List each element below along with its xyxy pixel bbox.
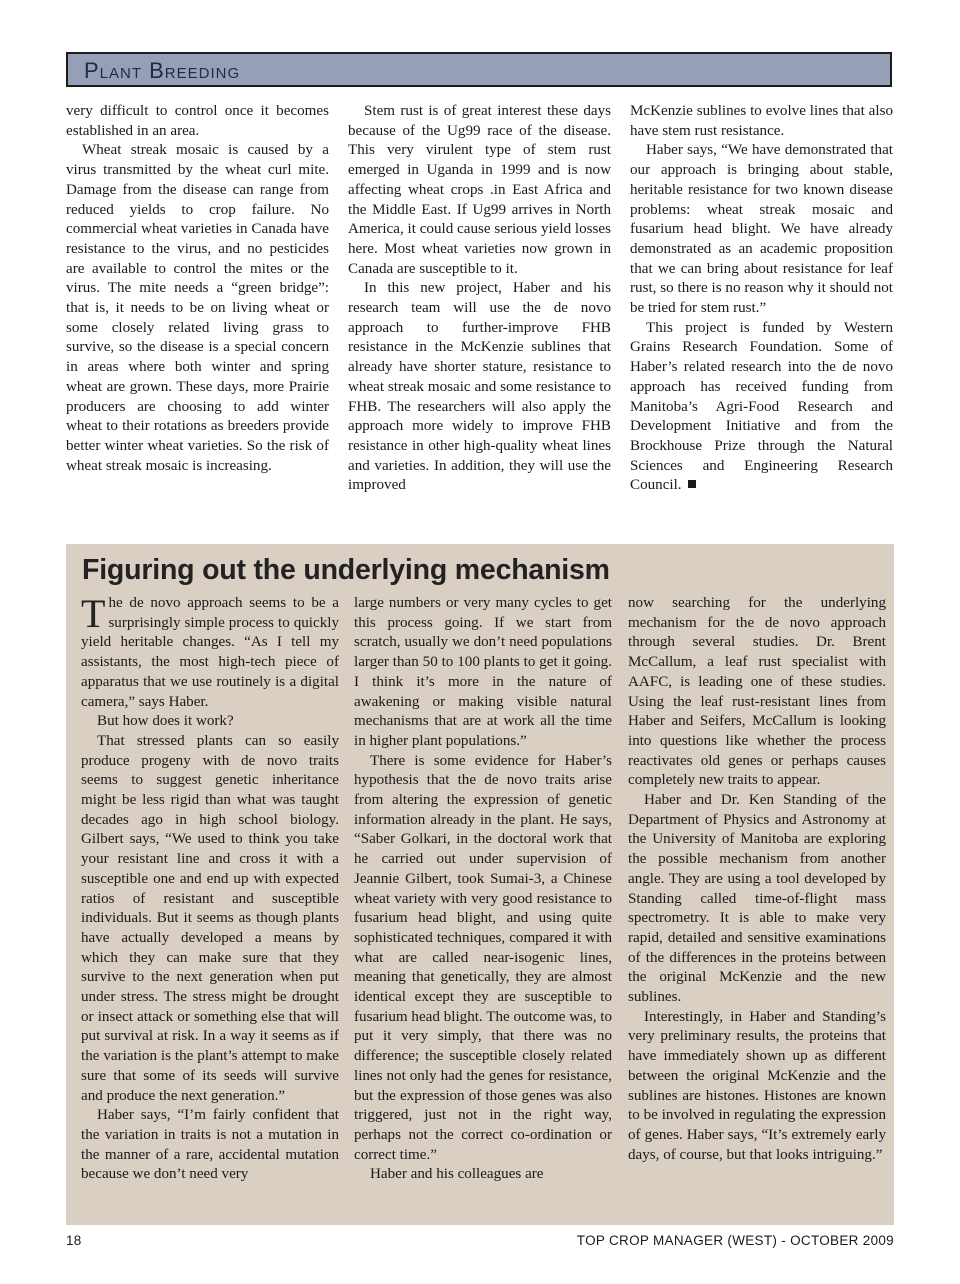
article-column-3 xyxy=(630,102,893,522)
sidebar-paragraph: Haber says, “I’m fairly confident that the variation in traits is not a mutation in the manner of a rare, accidental mutation because we don’t need very xyxy=(81,1107,339,1183)
article-paragraph xyxy=(630,319,893,496)
sidebar-column-1 xyxy=(81,594,339,1216)
sidebar-paragraph: Haber and his colleagues are xyxy=(370,1166,544,1183)
sidebar-paragraph xyxy=(81,594,339,712)
sidebar-paragraph: Haber and Dr. Ken Standing of the Department of Physics and Astronomy at the University of Manitoba are exploring the possible mechanism from another angle. They are using a tool developed by Standing called time-of-flight mass spectrometry. It is able to make very rapid, detailed and sensitive examinations of the differences in the proteins between the original McKenzie and the new sublines. xyxy=(628,792,886,1006)
sidebar-paragraph: large numbers or very many cycles to get this process going. If we start from scratch, usually we don’t need populations larger than 50 to 100 plants to get it going. I think it’s more in the nature of awakening or making visible natural mechanisms that are at work all the time in higher plant populations.” xyxy=(354,595,612,749)
article-final-text: This project is funded by Western Grains Research Foundation. Some of Haber’s related research into the de novo approach has received funding from Manitoba’s Agri-Food Research and Development Initiative and from the Brockhouse Prize through the Natural Sciences and Engineering Research Council. xyxy=(630,319,893,494)
sidebar-box xyxy=(66,544,894,1225)
section-header-bar xyxy=(66,52,892,87)
sidebar-paragraph: now searching for the underlying mechanism for the de novo approach through several studies. Dr. Brent McCallum, a leaf rust specialist with AAFC, is leading one of these studies. Using the leaf rust-resistant lines from Haber and Seifers, McCallum is looking into questions like whether the process reactivates old genes or perhaps causes completely new traits to appear. xyxy=(628,595,886,789)
sidebar-column-3 xyxy=(628,594,886,1216)
sidebar-paragraph: But how does it work? xyxy=(97,713,234,730)
article-paragraph: McKenzie sublines to evolve lines that also have stem rust resistance. xyxy=(630,103,893,139)
sidebar-column-2 xyxy=(354,594,612,1216)
sidebar-paragraph: There is some evidence for Haber’s hypothesis that the de novo traits arise from altering the expression of genetic information already in the plant. He says, “Saber Golkari, in the doctoral work that he carried out under supervision of Jeannie Gilbert, took Sumai-3, a Chinese wheat variety with very good resistance to fusarium head blight, and using quite sophisticated techniques, compared it with what are called near-isogenic lines, meaning that genetically, they are almost identical except they are susceptible to fusarium head blight. The outcome was, to put it very simply, that there was no difference; the susceptible closely related lines not only had the genes for resistance, but the expression of those genes was also triggered, just not in the right way, perhaps not the correct co-ordination or correct time.” xyxy=(354,752,612,1163)
article-paragraph: In this new project, Haber and his research team will use the de novo approach to further-improve FHB resistance in the McKenzie sublines that already have shorter stature, resistance to wheat streak mosaic and some resistance to FHB. The researchers will also apply the approach more widely to improve FHB resistance in other high-quality wheat lines and varieties. In addition, they will use the improved xyxy=(348,280,611,494)
article-column-1 xyxy=(66,102,329,522)
sidebar-paragraph: Interestingly, in Haber and Standing’s very preliminary results, the proteins that have immediately shown up as different between the original McKenzie and the sublines are histones. Histones are known to be involved in regulating the expression of genes. Haber says, “It’s extremely early days, of course, but that looks intriguing.” xyxy=(628,1008,886,1163)
section-title: Plant Breeding xyxy=(84,58,241,83)
sidebar-title: Figuring out the underlying mechanism xyxy=(82,554,610,586)
drop-cap: T xyxy=(81,594,106,636)
article-column-2 xyxy=(348,102,611,522)
sidebar-first-text: he de novo approach seems to be a surprisingly simple process to quickly yield heritable changes. “As I tell my assistants, the most high-tech piece of apparatus that we use routinely is a digital camera,” says Haber. xyxy=(81,595,339,710)
article-paragraph: Stem rust is of great interest these days because of the Ug99 race of the disease. This very virulent type of stem rust emerged in Uganda in 1999 and is now affecting wheat crops .in East Africa and the Middle East. If Ug99 arrives in North America, it could cause serious yield losses here. Most wheat varieties now grown in Canada are susceptible to it. xyxy=(348,103,611,277)
article-paragraph: Wheat streak mosaic is caused by a virus transmitted by the wheat curl mite. Damage from the disease can range from reduced yields to crop failure. No commercial wheat varieties in Canada have resistance to the virus, and no pesticides are available to control the mites or the virus. The mite needs a “green bridge”: that is, it needs to be on living wheat or some closely related living grass to survive, so the disease is a special concern in areas where both winter and spring wheat are grown. These days, more Prairie producers are choosing to add winter wheat to their rotations as breeders provide better winter wheat varieties. So the risk of wheat streak mosaic is increasing. xyxy=(66,142,329,474)
article-paragraph: very difficult to control once it becomes established in an area. xyxy=(66,103,329,139)
sidebar-paragraph: That stressed plants can so easily produce progeny with de novo traits seems to suggest genetic inheritance might be less rigid than what was taught decades ago in high school biology. Gilbert says, “We used to think you take your resistant line and cross it with a susceptible one and end up with expected ratios of resistant and susceptible individuals. But it seems as though plants have actually developed a means by which they can make sure that they survive to the next generation when put under stress. The stress might be drought or insect attack or something else that will put survival at risk. In a way it seems as if the variation is the plant’s attempt to make sure that some of its seeds will survive and produce the next generation.” xyxy=(81,732,339,1104)
end-mark-icon xyxy=(688,480,696,488)
publication-footer: TOP CROP MANAGER (WEST) - OCTOBER 2009 xyxy=(576,1233,894,1248)
page-number: 18 xyxy=(66,1233,82,1248)
article-paragraph: Haber says, “We have demonstrated that our approach is bringing about stable, heritable resistance for two known disease problems: wheat streak mosaic and fusarium head blight. We have already demonstrated as an academic proposition that we can bring about resistance for leaf rust, so there is no reason why it should not be tried for stem rust.” xyxy=(630,142,893,317)
